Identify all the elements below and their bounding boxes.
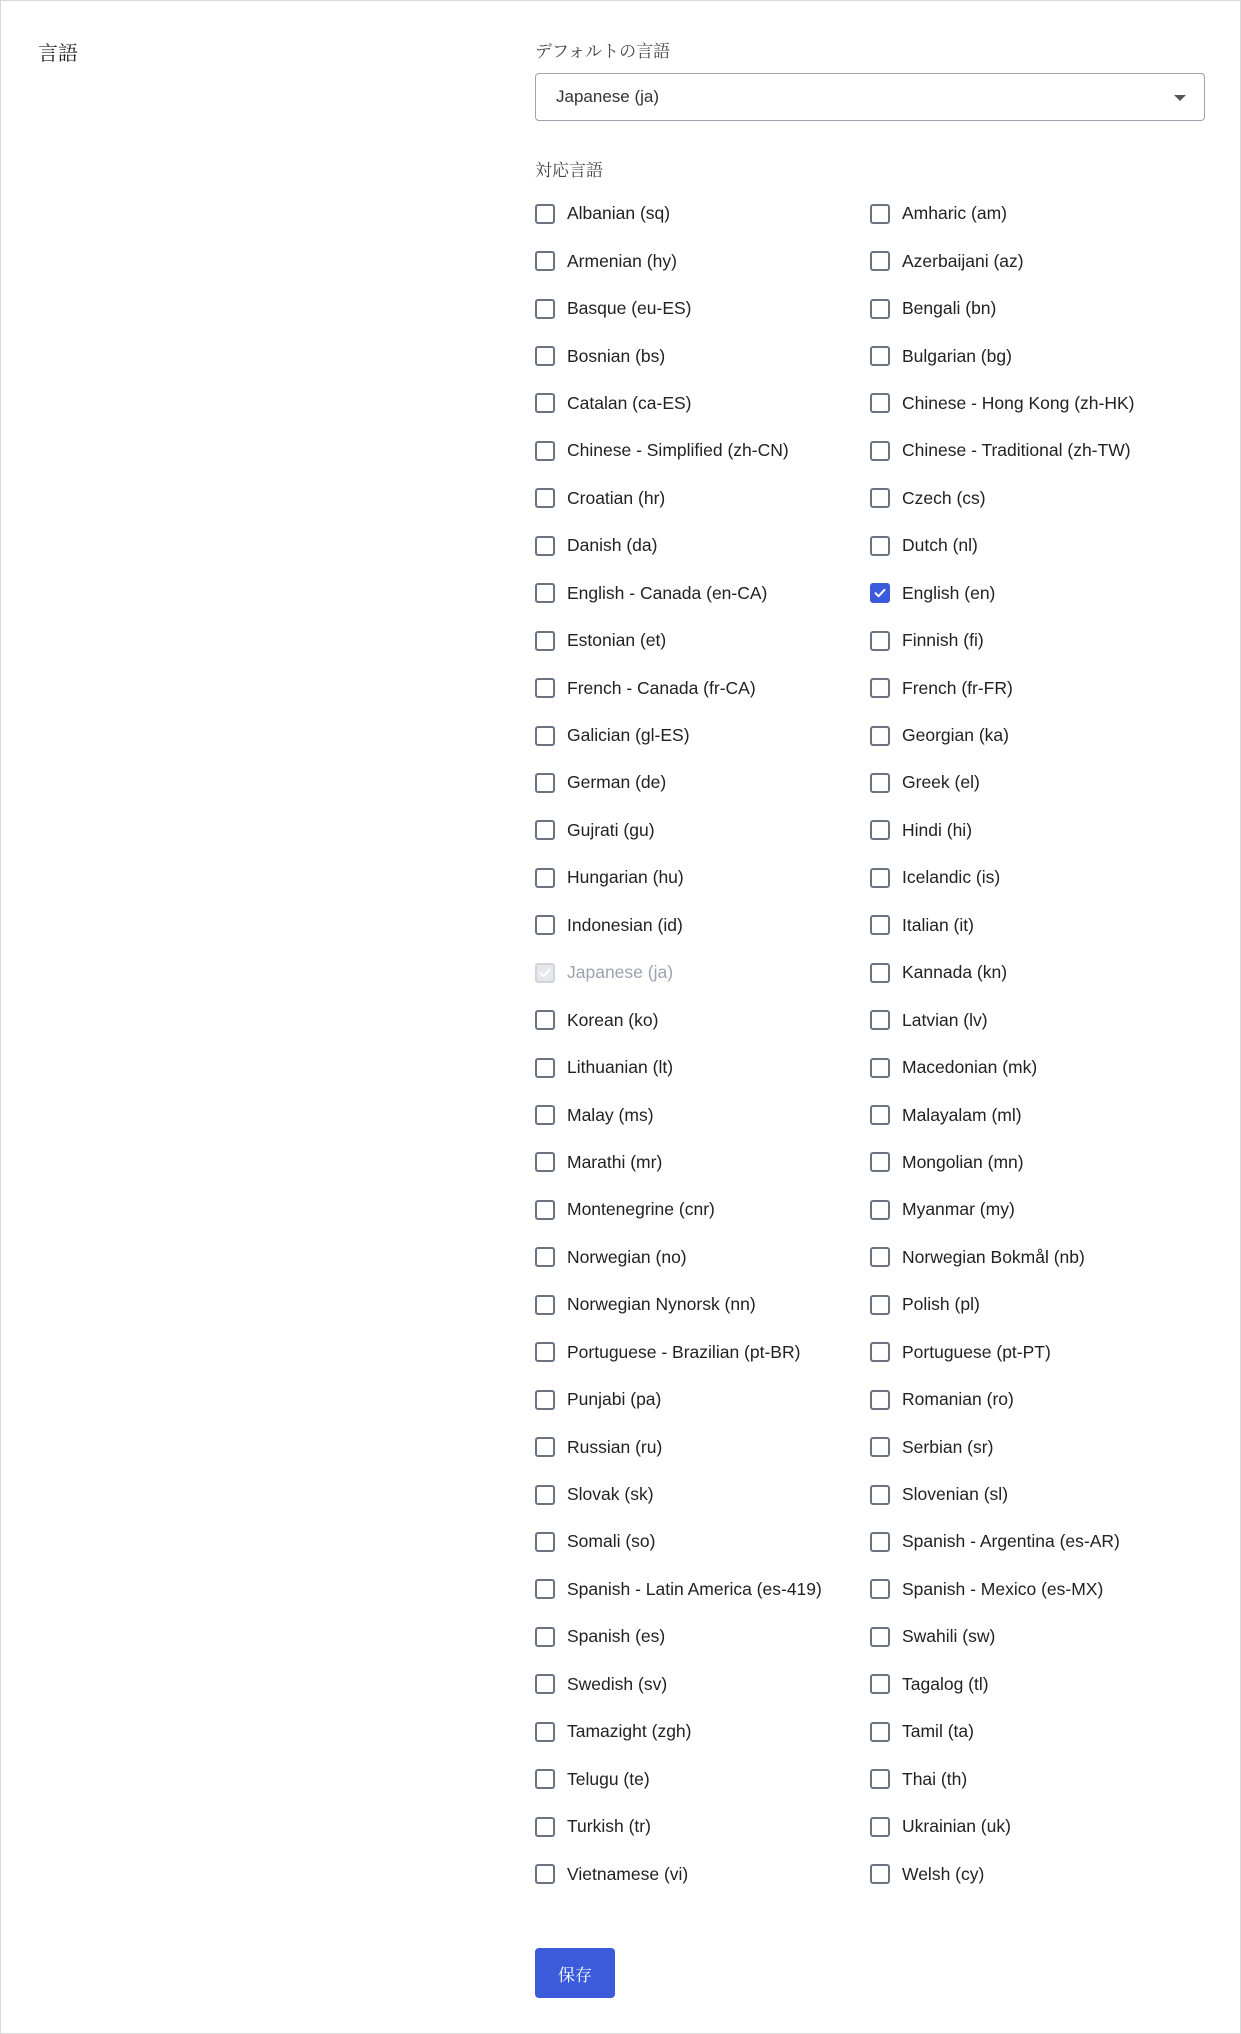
language-option-label: Georgian (ka) xyxy=(902,725,1009,746)
language-option-label: Hindi (hi) xyxy=(902,819,973,840)
language-checkbox[interactable] xyxy=(535,820,555,840)
language-checkbox[interactable] xyxy=(870,1390,890,1410)
language-option[interactable] xyxy=(535,1566,870,1613)
language-option[interactable] xyxy=(870,949,1205,996)
language-option-label: Amharic (am) xyxy=(902,203,1008,224)
language-option[interactable] xyxy=(870,1471,1205,1518)
language-option[interactable] xyxy=(870,1803,1205,1850)
language-checkbox[interactable] xyxy=(870,583,890,603)
language-checkbox[interactable] xyxy=(870,251,890,271)
language-option[interactable] xyxy=(870,664,1205,711)
language-option-label: Galician (gl-ES) xyxy=(567,725,690,746)
language-option-label: Ukrainian (uk) xyxy=(902,1816,1011,1837)
language-option-label: Lithuanian (lt) xyxy=(567,1057,674,1078)
language-option-label: Tamil (ta) xyxy=(902,1721,974,1742)
language-option[interactable] xyxy=(870,1755,1205,1802)
language-option-label: Hungarian (hu) xyxy=(567,867,684,888)
language-option[interactable] xyxy=(870,807,1205,854)
language-option[interactable] xyxy=(870,1661,1205,1708)
language-option[interactable] xyxy=(535,996,870,1043)
language-option-label: Spanish - Latin America (es-419) xyxy=(567,1578,822,1599)
language-checkbox[interactable] xyxy=(870,1437,890,1457)
language-option[interactable] xyxy=(870,712,1205,759)
language-checkbox[interactable] xyxy=(535,1342,555,1362)
language-option[interactable] xyxy=(535,712,870,759)
language-checkbox[interactable] xyxy=(535,1817,555,1837)
language-option[interactable] xyxy=(870,285,1205,332)
language-option-label: Danish (da) xyxy=(567,535,658,556)
language-option-label: Indonesian (id) xyxy=(567,914,683,935)
language-checkbox[interactable] xyxy=(535,1152,555,1172)
language-option[interactable] xyxy=(535,1376,870,1423)
language-option-label: Welsh (cy) xyxy=(902,1863,985,1884)
language-option[interactable] xyxy=(535,1850,870,1897)
language-option[interactable] xyxy=(870,617,1205,664)
language-checkbox[interactable] xyxy=(870,1247,890,1267)
language-option-label: English (en) xyxy=(902,582,996,603)
language-checkbox[interactable] xyxy=(535,1722,555,1742)
language-checkbox[interactable] xyxy=(535,1295,555,1315)
language-checkbox[interactable] xyxy=(870,536,890,556)
language-option-label: Portuguese (pt-PT) xyxy=(902,1341,1051,1362)
language-checkbox[interactable] xyxy=(870,1295,890,1315)
language-checkbox[interactable] xyxy=(870,726,890,746)
language-checkbox[interactable] xyxy=(870,1485,890,1505)
language-checkbox[interactable] xyxy=(870,1152,890,1172)
language-option-label: Myanmar (my) xyxy=(902,1199,1015,1220)
language-checkbox[interactable] xyxy=(535,583,555,603)
language-option-label: Chinese - Simplified (zh-CN) xyxy=(567,440,789,461)
language-option-label: Finnish (fi) xyxy=(902,630,984,651)
language-checkbox[interactable] xyxy=(535,1247,555,1267)
language-option[interactable] xyxy=(535,380,870,427)
language-checkbox[interactable] xyxy=(870,868,890,888)
language-option-label: Norwegian (no) xyxy=(567,1246,687,1267)
language-checkbox[interactable] xyxy=(535,631,555,651)
language-checkbox[interactable] xyxy=(535,346,555,366)
language-option-label: Telugu (te) xyxy=(567,1768,650,1789)
language-option-label: Romanian (ro) xyxy=(902,1389,1014,1410)
language-option[interactable] xyxy=(535,522,870,569)
language-option[interactable] xyxy=(535,664,870,711)
chevron-down-icon xyxy=(1174,95,1186,101)
language-option-label: Dutch (nl) xyxy=(902,535,978,556)
language-option-label: Armenian (hy) xyxy=(567,250,677,271)
language-option-label: Norwegian Bokmål (nb) xyxy=(902,1246,1085,1267)
language-option-label: Vietnamese (vi) xyxy=(567,1863,689,1884)
language-option[interactable] xyxy=(535,285,870,332)
language-checkbox[interactable] xyxy=(870,915,890,935)
language-option[interactable] xyxy=(535,902,870,949)
language-option-label: Marathi (mr) xyxy=(567,1151,663,1172)
language-option[interactable] xyxy=(535,1186,870,1233)
language-option[interactable] xyxy=(535,1044,870,1091)
language-checkbox[interactable] xyxy=(870,1817,890,1837)
language-option[interactable] xyxy=(870,570,1205,617)
language-option-label: Punjabi (pa) xyxy=(567,1389,662,1410)
language-option[interactable] xyxy=(870,854,1205,901)
language-option[interactable] xyxy=(535,427,870,474)
language-option-label: German (de) xyxy=(567,772,667,793)
language-option-label: Serbian (sr) xyxy=(902,1436,994,1457)
check-icon xyxy=(538,966,552,980)
language-checkbox[interactable] xyxy=(535,915,555,935)
language-option[interactable] xyxy=(870,190,1205,237)
language-option-label: Czech (cs) xyxy=(902,487,986,508)
language-option-label: Polish (pl) xyxy=(902,1294,980,1315)
language-option-label: Swahili (sw) xyxy=(902,1626,996,1647)
language-option[interactable] xyxy=(870,332,1205,379)
language-option[interactable] xyxy=(870,1139,1205,1186)
language-checkbox[interactable] xyxy=(870,488,890,508)
language-option[interactable] xyxy=(535,1661,870,1708)
language-option[interactable] xyxy=(870,1281,1205,1328)
supported-languages-list xyxy=(535,190,1207,1898)
language-option[interactable] xyxy=(870,1091,1205,1138)
default-language-value: Japanese (ja) xyxy=(556,87,660,106)
language-checkbox[interactable] xyxy=(535,868,555,888)
language-option[interactable] xyxy=(870,475,1205,522)
language-checkbox xyxy=(535,963,555,983)
language-option-label: Bulgarian (bg) xyxy=(902,345,1012,366)
language-checkbox[interactable] xyxy=(535,1579,555,1599)
language-checkbox[interactable] xyxy=(535,1485,555,1505)
language-option-label: Chinese - Hong Kong (zh-HK) xyxy=(902,392,1135,413)
language-option[interactable] xyxy=(535,570,870,617)
language-checkbox[interactable] xyxy=(870,299,890,319)
language-option-label: Thai (th) xyxy=(902,1768,968,1789)
language-checkbox[interactable] xyxy=(535,773,555,793)
language-option-label: Kannada (kn) xyxy=(902,962,1008,983)
language-option[interactable] xyxy=(870,427,1205,474)
language-option-label: Malayalam (ml) xyxy=(902,1104,1022,1125)
language-checkbox[interactable] xyxy=(870,393,890,413)
language-option[interactable] xyxy=(870,380,1205,427)
language-checkbox[interactable] xyxy=(870,441,890,461)
language-option[interactable] xyxy=(535,190,870,237)
language-checkbox[interactable] xyxy=(535,726,555,746)
language-option-label: Catalan (ca-ES) xyxy=(567,392,692,413)
language-checkbox[interactable] xyxy=(535,1437,555,1457)
language-option[interactable] xyxy=(870,1329,1205,1376)
language-option-label: Japanese (ja) xyxy=(567,962,674,983)
language-checkbox[interactable] xyxy=(870,1579,890,1599)
language-option[interactable] xyxy=(535,475,870,522)
language-checkbox[interactable] xyxy=(870,1722,890,1742)
language-option-label: Spanish - Argentina (es-AR) xyxy=(902,1531,1120,1552)
language-option[interactable] xyxy=(535,807,870,854)
language-checkbox[interactable] xyxy=(870,1342,890,1362)
language-option-label: Slovak (sk) xyxy=(567,1484,654,1505)
language-checkbox[interactable] xyxy=(535,1674,555,1694)
language-option[interactable] xyxy=(535,1234,870,1281)
language-option[interactable] xyxy=(535,1613,870,1660)
language-checkbox[interactable] xyxy=(535,251,555,271)
language-option-label: Basque (eu-ES) xyxy=(567,298,692,319)
language-option[interactable] xyxy=(535,1755,870,1802)
language-option-label: Tagalog (tl) xyxy=(902,1673,989,1694)
language-option[interactable] xyxy=(870,1708,1205,1755)
language-option-label: Italian (it) xyxy=(902,914,974,935)
language-checkbox[interactable] xyxy=(870,1627,890,1647)
language-checkbox[interactable] xyxy=(535,1627,555,1647)
language-option[interactable] xyxy=(870,759,1205,806)
language-checkbox[interactable] xyxy=(870,631,890,651)
language-checkbox[interactable] xyxy=(870,204,890,224)
language-option-label: Korean (ko) xyxy=(567,1009,659,1030)
language-option[interactable] xyxy=(535,237,870,284)
language-option-label: Croatian (hr) xyxy=(567,487,666,508)
language-checkbox[interactable] xyxy=(535,1390,555,1410)
language-checkbox[interactable] xyxy=(535,299,555,319)
language-option[interactable] xyxy=(535,854,870,901)
language-checkbox[interactable] xyxy=(535,1769,555,1789)
language-option-label: Chinese - Traditional (zh-TW) xyxy=(902,440,1131,461)
language-option-label: Spanish - Mexico (es-MX) xyxy=(902,1578,1104,1599)
language-option-label: Russian (ru) xyxy=(567,1436,663,1457)
language-checkbox[interactable] xyxy=(870,773,890,793)
language-option-label: Portuguese - Brazilian (pt-BR) xyxy=(567,1341,801,1362)
language-option[interactable] xyxy=(535,1708,870,1755)
language-option-label: Norwegian Nynorsk (nn) xyxy=(567,1294,756,1315)
language-option[interactable] xyxy=(535,1518,870,1565)
language-checkbox[interactable] xyxy=(535,441,555,461)
language-option-label: Bosnian (bs) xyxy=(567,345,666,366)
language-checkbox[interactable] xyxy=(870,1532,890,1552)
language-option-label: Slovenian (sl) xyxy=(902,1484,1009,1505)
language-option[interactable] xyxy=(870,1044,1205,1091)
language-option-label: French (fr-FR) xyxy=(902,677,1013,698)
language-option-label: Albanian (sq) xyxy=(567,203,671,224)
language-option[interactable] xyxy=(535,1329,870,1376)
language-checkbox[interactable] xyxy=(535,393,555,413)
language-checkbox[interactable] xyxy=(535,1864,555,1884)
language-option xyxy=(535,949,870,996)
language-option-label: Montenegrine (cnr) xyxy=(567,1199,715,1220)
language-option-label: Macedonian (mk) xyxy=(902,1057,1038,1078)
language-checkbox[interactable] xyxy=(535,488,555,508)
language-checkbox[interactable] xyxy=(870,346,890,366)
language-checkbox[interactable] xyxy=(535,1105,555,1125)
language-option[interactable] xyxy=(535,759,870,806)
language-option[interactable] xyxy=(870,1376,1205,1423)
default-language-label: デフォルトの言語 xyxy=(535,42,671,61)
language-option[interactable] xyxy=(870,996,1205,1043)
language-option-label: Tamazight (zgh) xyxy=(567,1721,692,1742)
language-checkbox[interactable] xyxy=(870,963,890,983)
language-option-label: French - Canada (fr-CA) xyxy=(567,677,756,698)
language-option[interactable] xyxy=(535,617,870,664)
language-checkbox[interactable] xyxy=(870,1864,890,1884)
language-checkbox[interactable] xyxy=(870,1674,890,1694)
language-checkbox[interactable] xyxy=(535,1532,555,1552)
language-option[interactable] xyxy=(535,1423,870,1470)
save-button[interactable]: 保存 xyxy=(535,1948,615,1998)
language-checkbox[interactable] xyxy=(535,204,555,224)
check-icon xyxy=(873,586,887,600)
default-language-select[interactable] xyxy=(535,73,1205,121)
language-option-label: Spanish (es) xyxy=(567,1626,666,1647)
language-option-label: Gujrati (gu) xyxy=(567,819,655,840)
language-option-label: Estonian (et) xyxy=(567,630,667,651)
language-checkbox[interactable] xyxy=(870,1105,890,1125)
language-checkbox[interactable] xyxy=(535,1200,555,1220)
language-checkbox[interactable] xyxy=(870,1200,890,1220)
language-checkbox[interactable] xyxy=(535,1058,555,1078)
language-option-label: Latvian (lv) xyxy=(902,1009,988,1030)
language-option[interactable] xyxy=(870,1234,1205,1281)
language-checkbox[interactable] xyxy=(870,1058,890,1078)
language-option-label: Malay (ms) xyxy=(567,1104,654,1125)
section-title: 言語 xyxy=(38,43,78,65)
language-option-label: English - Canada (en-CA) xyxy=(567,582,768,603)
language-option-label: Azerbaijani (az) xyxy=(902,250,1024,271)
language-checkbox[interactable] xyxy=(870,1010,890,1030)
language-option[interactable] xyxy=(870,522,1205,569)
language-option[interactable] xyxy=(535,1281,870,1328)
language-option-label: Somali (so) xyxy=(567,1531,656,1552)
language-checkbox[interactable] xyxy=(870,820,890,840)
language-option[interactable] xyxy=(870,1423,1205,1470)
language-option-label: Mongolian (mn) xyxy=(902,1151,1024,1172)
language-option[interactable] xyxy=(870,1186,1205,1233)
language-option[interactable] xyxy=(870,237,1205,284)
language-option[interactable] xyxy=(535,332,870,379)
language-option[interactable] xyxy=(870,1850,1205,1897)
language-option-label: Swedish (sv) xyxy=(567,1673,668,1694)
language-option[interactable] xyxy=(870,902,1205,949)
language-option-label: Turkish (tr) xyxy=(567,1816,651,1837)
language-checkbox[interactable] xyxy=(535,678,555,698)
language-option[interactable] xyxy=(870,1613,1205,1660)
language-option-label: Icelandic (is) xyxy=(902,867,1001,888)
language-option[interactable] xyxy=(535,1471,870,1518)
language-option-label: Greek (el) xyxy=(902,772,980,793)
language-option[interactable] xyxy=(535,1091,870,1138)
language-option[interactable] xyxy=(870,1566,1205,1613)
language-checkbox[interactable] xyxy=(870,678,890,698)
language-option[interactable] xyxy=(535,1803,870,1850)
language-option[interactable] xyxy=(535,1139,870,1186)
language-checkbox[interactable] xyxy=(535,1010,555,1030)
language-checkbox[interactable] xyxy=(870,1769,890,1789)
language-option-label: Bengali (bn) xyxy=(902,298,997,319)
supported-languages-label: 対応言語 xyxy=(535,161,603,180)
language-checkbox[interactable] xyxy=(535,536,555,556)
language-option[interactable] xyxy=(870,1518,1205,1565)
